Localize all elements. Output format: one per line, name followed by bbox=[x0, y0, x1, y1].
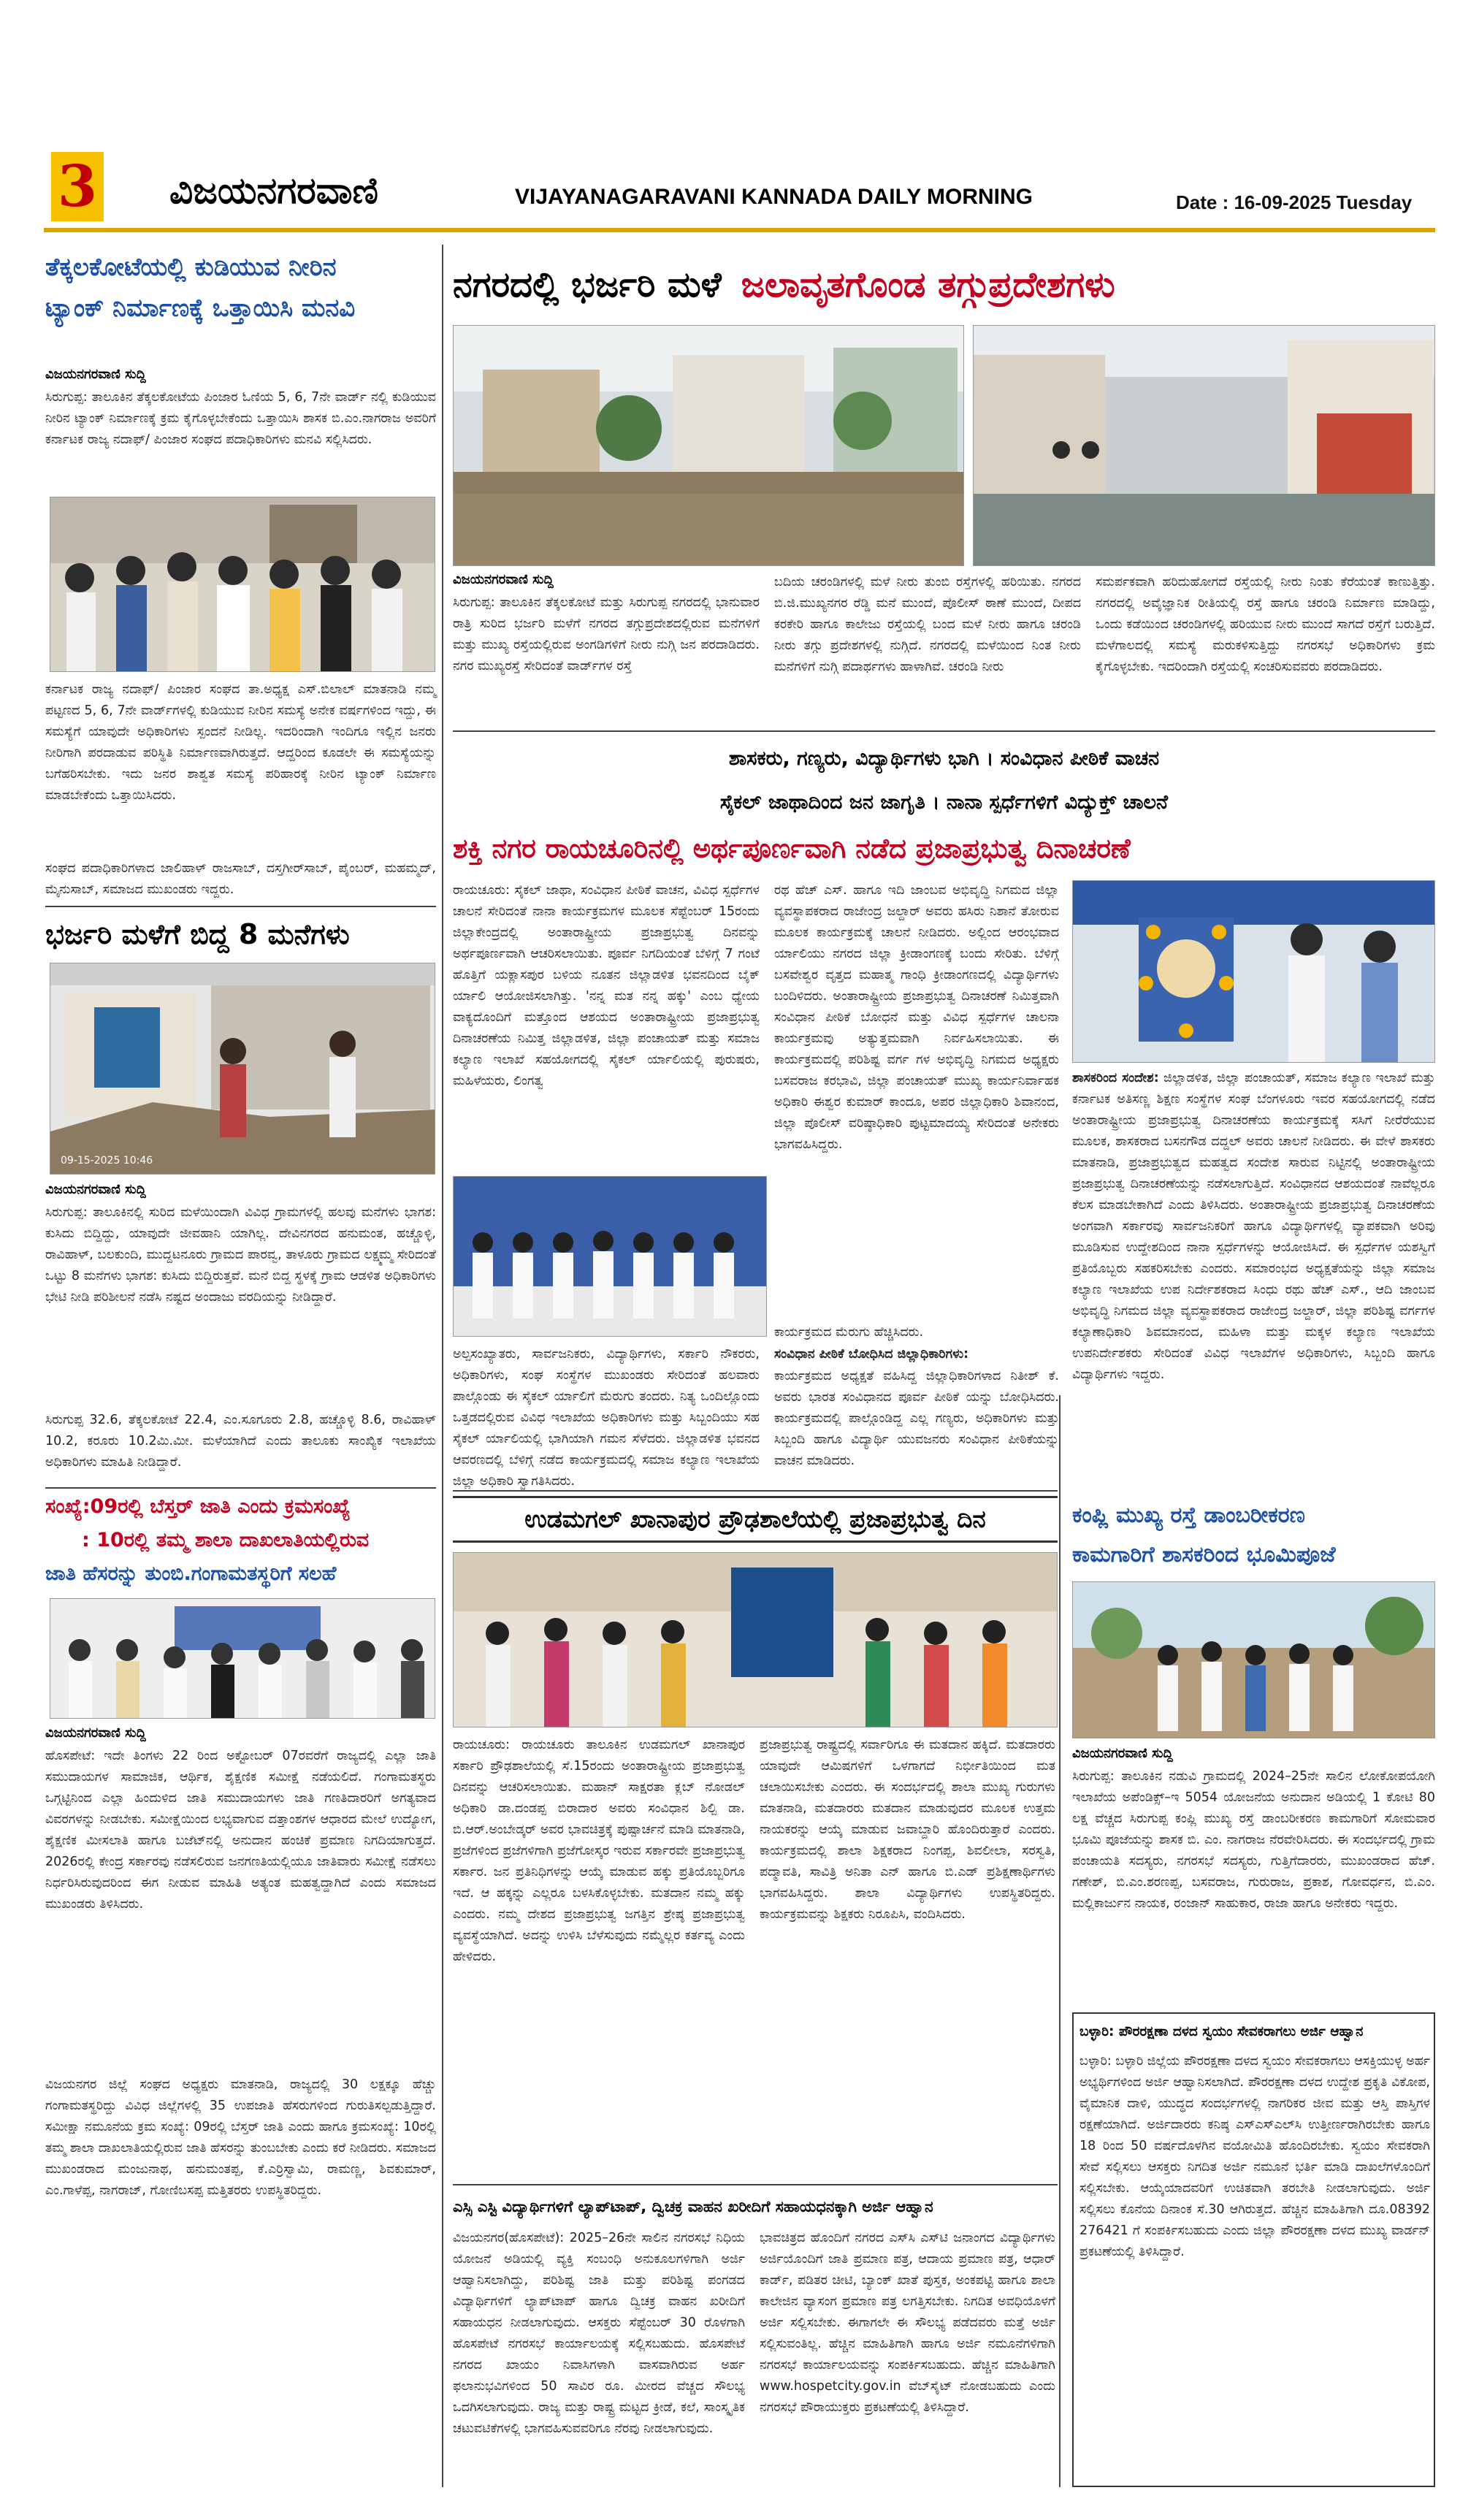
school-event-photo bbox=[454, 1553, 1058, 1727]
column-divider-left bbox=[442, 245, 443, 2487]
caste-byline: ವಿಜಯನಗರವಾಣಿ ಸುದ್ದಿ bbox=[45, 1725, 146, 1741]
scholarship-col1: ವಿಜಯನಗರ(ಹೊಸಪೇಟೆ): 2025–26ನೇ ಸಾಲಿನ ನಗರಸಭೆ ನಿಧಿಯ ಯೋಜನೆ ಅಡಿಯಲ್ಲಿ ವ್ಯಕ್ತಿ ಸಂಬಂಧಿ ಅನುಕೂಲಗಳಿಗಾಗಿ ಅರ್ಜಿ ಆಹ್ವಾನಿಸಲಾಗಿದ್ದು, ಪರಿಶಿಷ್ಟ ಜಾತಿ ಮತ್ತು ಪರಿಶಿಷ್ಟ ಪಂಗಡದ ವಿದ್ಯಾರ್ಥಿಗಳಿಗೆ ಲ್ಯಾಪ್‌ಟಾಪ್ ಹಾಗೂ ದ್ವಿಚಕ್ರ ವಾಹನ ಖರೀದಿಗೆ ಸಹಾಯಧನ ನೀಡಲಾಗುವುದು. ಆಸಕ್ತರು ಸೆಪ್ಟೆಂಬರ್ 30 ರೊಳಗಾಗಿ ಹೊಸಪೇಟೆ ನಗರಸಭೆ ಕಾರ್ಯಾಲಯಕ್ಕೆ ಸಲ್ಲಿಸಬಹುದು. ಹೊಸಪೇಟೆ ನಗರದ ಖಾಯಂ ನಿವಾಸಿಗಳಾಗಿ ವಾಸವಾಗಿರುವ ಅರ್ಹ ಫಲಾನುಭವಿಗಳಿಂದ 50 ಸಾವಿರ ರೂ. ಮೀರದ ವೆಚ್ಚದ ಸೌಲಭ್ಯ ಒದಗಿಸಲಾಗುವುದು. ರಾಜ್ಯ ಮತ್ತು ರಾಷ್ಟ್ರ ಮಟ್ಟದ ಕ್ರೀಡೆ, ಕಲೆ, ಸಾಂಸ್ಕೃತಿಕ ಚಟುವಟಿಕೆಗಳಲ್ಲಿ ಭಾಗವಹಿಸುವವರಿಗೂ ನೆರವು ನೀಡಲಾಗುವುದು. bbox=[453, 2231, 745, 2436]
city-rain-byline: ವಿಜಯನಗರವಾಣಿ ಸುದ್ದಿ bbox=[453, 572, 554, 587]
road-body: ಸಿರುಗುಪ್ಪ: ತಾಲೂಕಿನ ನಡುವಿ ಗ್ರಾಮದಲ್ಲಿ 2024–25ನೇ ಸಾಲಿನ ಲೋಕೋಪಯೋಗಿ ಇಲಾಖೆಯ ಅಪೆಂಡಿಕ್ಸ್–ಇ 5054 ಯೋಜನೆಯ ಅನುದಾನ ಅಡಿಯಲ್ಲಿ 1 ಕೋಟಿ 80 ಲಕ್ಷ ವೆಚ್ಚದ ಸಿರುಗುಪ್ಪ ಕಂಪ್ಲಿ ಮುಖ್ಯ ರಸ್ತೆ ಡಾಂಬರೀಕರಣ ಕಾಮಗಾರಿಗೆ ಸೋಮವಾರ ಭೂಮಿ ಪೂಜೆಯನ್ನು ಶಾಸಕ ಬಿ. ಎಂ. ನಾಗರಾಜ ನೆರವೇರಿಸಿದರು. ಈ ಸಂದರ್ಭದಲ್ಲಿ ಗ್ರಾಮ ಪಂಚಾಯತಿ ಸದಸ್ಯರು, ನಗರಸಭೆ ಸದಸ್ಯರು, ಗುತ್ತಿಗೆದಾರರು, ಮುಖಂಡರಾದ ಹೆಚ್. ಗಣೇಶ್, ಬಿ.ಎಂ.ಶರಣಪ್ಪ, ಬಸವರಾಜ, ಗುರುರಾಜ, ಪ್ರಕಾಶ, ಗೋವರ್ಧನ, ಬಿ.ಎಂ. ಮಲ್ಲಿಕಾರ್ಜುನ ನಾಯಕ, ರಂಜಾನ್ ಸಾಹುಕಾರ, ರಾಜಾ ಹಾಗೂ ಅನೇಕರು ಇದ್ದರು. bbox=[1072, 1769, 1435, 1911]
houses-photo-stamp: 09-15-2025 10:46 bbox=[61, 1155, 153, 1167]
democracy-col2-subhead: ಸಂವಿಧಾನ ಪೀಠಿಕೆ ಬೋಧಿಸಿದ ಜಿಲ್ಲಾಧಿಕಾರಿಗಳು: bbox=[774, 1347, 969, 1362]
divider bbox=[453, 730, 1435, 732]
scholarship-col2: ಭಾವಚಿತ್ರದ ಹೊಂದಿಗೆ ನಗರದ ಎಸ್‌ಸಿ ಎಸ್‌ಟಿ ಜನಾಂಗದ ವಿದ್ಯಾರ್ಥಿಗಳು ಅರ್ಜಿಯೊಂದಿಗೆ ಜಾತಿ ಪ್ರಮಾಣ ಪತ್ರ, ಆದಾಯ ಪ್ರಮಾಣ ಪತ್ರ, ಆಧಾರ್ ಕಾರ್ಡ್, ಪಡಿತರ ಚೀಟಿ, ಬ್ಯಾಂಕ್ ಖಾತೆ ಪುಸ್ತಕ, ಅಂಕಪಟ್ಟಿ ಹಾಗೂ ಶಾಲಾ ಕಾಲೇಜಿನ ವ್ಯಾಸಂಗ ಪ್ರಮಾಣ ಪತ್ರ ಲಗತ್ತಿಸಬೇಕು. ನಿಗದಿತ ಅವಧಿಯೊಳಗೆ ಅರ್ಜಿ ಸಲ್ಲಿಸಬೇಕು. ಈಗಾಗಲೇ ಈ ಸೌಲಭ್ಯ ಪಡೆದವರು ಮತ್ತೆ ಅರ್ಜಿ ಸಲ್ಲಿಸುವಂತಿಲ್ಲ. ಹೆಚ್ಚಿನ ಮಾಹಿತಿಗಾಗಿ ಹಾಗೂ ಅರ್ಜಿ ನಮೂನೆಗಳಿಗಾಗಿ ನಗರಸಭೆ ಕಾರ್ಯಾಲಯವನ್ನು ಸಂಪರ್ಕಿಸಬಹುದು. ಹೆಚ್ಚಿನ ಮಾಹಿತಿಗಾಗಿ www.hospetcity.gov.in ವೆಬ್‌ಸೈಟ್ ನೋಡಬಹುದು ಎಂದು ನಗರಸಭೆ ಪೌರಾಯುಕ್ತರು ಪ್ರಕಟಣೆಯಲ್ಲಿ ತಿಳಿಸಿದ್ದಾರೆ. bbox=[760, 2231, 1055, 2415]
democracy-banner-line-2: ಸೈಕಲ್ ಜಾಥಾದಿಂದ ಜನ ಜಾಗೃತಿ । ನಾನಾ ಸ್ಪರ್ಧೆಗಳಿಗೆ ವಿದ್ಯುಕ್ತ್ ಚಾಲನೆ bbox=[719, 791, 1169, 814]
tank-body: ಕರ್ನಾಟಕ ರಾಜ್ಯ ನದಾಫ್/ ಪಿಂಜಾರ ಸಂಘದ ತಾ.ಅಧ್ಯಕ್ಷ ಎಸ್.ಬಿಲಾಲ್ ಮಾತನಾಡಿ ನಮ್ಮ ಪಟ್ಟಣದ 5, 6, 7ನೇ ವಾರ್ಡ್‌ಗಳಲ್ಲಿ ಕುಡಿಯುವ ನೀರಿನ ಸಮಸ್ಯೆ ಅನೇಕ ವರ್ಷಗಳಿಂದ ಇದ್ದು, ಈ ಸಮಸ್ಯೆಗೆ ಯಾವುದೇ ಅಧಿಕಾರಿಗಳು ಸ್ಪಂದನೆ ನೀಡಿಲ್ಲ. ಇದರಿಂದಾಗಿ ಇಂದಿಗೂ ಇಲ್ಲಿನ ಜನರು ನೀರಿಗಾಗಿ ಪರದಾಡುವ ಪರಿಸ್ಥಿತಿ ನಿರ್ಮಾಣವಾಗಿರುತ್ತದೆ. ಆದ್ದರಿಂದ ಕೂಡಲೇ ಈ ಸಮಸ್ಯೆಯನ್ನು ಬಗೆಹರಿಸಬೇಕು. ಇದು ಜನರ ಶಾಶ್ವತ ಸಮಸ್ಯೆ ಪರಿಹಾರಕ್ಕೆ ನೀರಿನ ಟ್ಯಾಂಕ್ ನಿರ್ಮಾಣ ಮಾಡಬೇಕೆಂದು ಒತ್ತಾಯಿಸಿದರು. bbox=[45, 682, 436, 803]
masthead-rule bbox=[44, 228, 1435, 232]
masthead-subtitle: VIJAYANAGARAVANI KANNADA DAILY MORNING bbox=[515, 185, 1033, 209]
tank-headline-line-1: ತೆಕ್ಕಲಕೋಟೆಯಲ್ಲಿ ಕುಡಿಯುವ ನೀರಿನ bbox=[45, 253, 337, 282]
road-photo bbox=[1072, 1581, 1435, 1738]
city-rain-headline bbox=[453, 248, 1435, 321]
democracy-col3-text: ಜಿಲ್ಲಾಡಳಿತ, ಜಿಲ್ಲಾ ಪಂಚಾಯತ್, ಸಮಾಜ ಕಲ್ಯಾಣ ಇಲಾಖೆ ಮತ್ತು ಕರ್ನಾಟಕ ಅತಿಸಣ್ಣ ಶಿಕ್ಷಣ ಸಂಸ್ಥೆಗಳ ಸಂಘ ಬೆಂಗಳೂರು ಇವರ ಸಹಯೋಗದಲ್ಲಿ ನಡೆದ ಅಂತಾರಾಷ್ಟ್ರೀಯ ಪ್ರಜಾಪ್ರಭುತ್ವ ದಿನಾಚರಣೆಯ ಕಾರ್ಯಕ್ರಮಕ್ಕೆ ಸಸಿಗೆ ನೀರೆರೆಯುವ ಮೂಲಕ, ಶಾಸಕರಾದ ಬಸನಗೌಡ ದದ್ದಲ್ ಅವರು ಚಾಲನೆ ನೀಡಿದರು. ಈ ವೇಳೆ ಶಾಸಕರು ಮಾತನಾಡಿ, ಪ್ರಜಾಪ್ರಭುತ್ವದ ಮಹತ್ವದ ಸಂದೇಶ ಸಾರುವ ನಿಟ್ಟಿನಲ್ಲಿ ಅಂತಾರಾಷ್ಟ್ರೀಯ ಪ್ರಜಾಪ್ರಭುತ್ವ ದಿನಾಚರಣೆಯನ್ನು ನಡೆಸಲಾಗುತ್ತಿದೆ. ಸಂವಿಧಾನದ ಆಶಯದಂತೆ ನಾವೆಲ್ಲರೂ ಕೆಲಸ ಮಾಡಬೇಕಾಗಿದೆ ಎಂದು ತಿಳಿಸಿದರು. ಅಂತಾರಾಷ್ಟ್ರೀಯ ಪ್ರಜಾಪ್ರಭುತ್ವ ದಿನಾಚರಣೆಯ ಅಂಗವಾಗಿ ಸರ್ಕಾರವು ಸಾರ್ವಜನಿಕರಿಗೆ ಹಾಗೂ ವಿದ್ಯಾರ್ಥಿಗಳಲ್ಲಿ ವ್ಯಾಪಕವಾಗಿ ಅರಿವು ಮೂಡಿಸುವ ಉದ್ದೇಶದಿಂದ ನಾನಾ ಸ್ಪರ್ಧೆಗಳನ್ನು ಆಯೋಜಿಸಿದೆ. ಈ ಸ್ಪರ್ಧೆಗಳ ಯಶಸ್ವಿಗೆ ಪ್ರತಿಯೊಬ್ಬರು ಸಹಕರಿಸಬೇಕು ಎಂದರು. ಸಮಾರಂಭದ ಅಧ್ಯಕ್ಷತೆಯನ್ನು ಜಿಲ್ಲಾ ಸಮಾಜ ಕಲ್ಯಾಣ ಇಲಾಖೆಯ ಉಪ ನಿರ್ದೇಶಕರಾದ ಸಿಂಧು ರಥು ಹೆಚ್ ಎಸ್., ಆದಿ ಜಾಂಬವ ಅಭಿವೃದ್ಧಿ ನಿಗಮದ ಜಿಲ್ಲಾ ವ್ಯವಸ್ಥಾಪಕರಾದ ರಾಜೇಂದ್ರ ಜಲ್ದಾರ್, ಜಿಲ್ಲಾ ಪರಿಶಿಷ್ಟ ವರ್ಗಗಳ ಕಲ್ಯಾಣಾಧಿಕಾರಿ ಶಿವಮಾನಂದ, ಮಹಿಳಾ ಮತ್ತು ಮಕ್ಕಳ ಕಲ್ಯಾಣ ಇಲಾಖೆಯ ಉಪನಿರ್ದೇಶಕರು ಸೇರಿದಂತೆ ವಿವಿಧ ಇಲಾಖೆಗಳ ಅಧಿಕಾರಿಗಳು, ಸಿಬ್ಬಂದಿ ಹಾಗೂ ವಿದ್ಯಾರ್ಥಿಗಳು ಇದ್ದರು. bbox=[1072, 1071, 1435, 1382]
city-rain-col2: ಬದಿಯ ಚರಂಡಿಗಳಲ್ಲಿ ಮಳೆ ನೀರು ತುಂಬಿ ರಸ್ತೆಗಳಲ್ಲಿ ಹರಿಯಿತು. ನಗರದ ಬಿ.ಜಿ.ಮುಖ್ಯನಗರ ರೆಡ್ಡಿ ಮನೆ ಮುಂದೆ, ಪೊಲೀಸ್ ಠಾಣೆ ಮುಂದೆ, ದೀಪದ ಕರಕೇರಿ ಹಾಗೂ ಕಾಲೇಜು ರಸ್ತೆಯಲ್ಲಿ ಬಂದ ಮಳೆ ನೀರು ಹಾಗೂ ಚರಂಡಿ ನೀರು ತಗ್ಗು ಪ್ರದೇಶಗಳಲ್ಲಿ ನುಗ್ಗಿದೆ. ನಗರದಲ್ಲಿ ಮಳೆಯಿಂದ ನಿಂತ ನೀರು ಮನೆಗಳಿಗೆ ನುಗ್ಗಿ ಪದಾರ್ಥಗಳು ಹಾಳಾಗಿವೆ. ಚರಂಡಿ ನೀರು bbox=[774, 575, 1081, 674]
democracy-headline: ಶಕ್ತಿ ನಗರ ರಾಯಚೂರಿನಲ್ಲಿ ಅರ್ಥಪೂರ್ಣವಾಗಿ ನಡೆದ ಪ್ರಜಾಪ್ರಭುತ್ವ ದಿನಾಚರಣೆ bbox=[453, 833, 1131, 864]
masthead-title: ವಿಜಯನಗರವಾಣಿ bbox=[169, 169, 378, 212]
houses-photo-image bbox=[50, 963, 435, 1175]
democracy-col1: ರಾಯಚೂರು: ಸೈಕಲ್ ಜಾಥಾ, ಸಂವಿಧಾನ ಪೀಠಿಕೆ ವಾಚನ, ವಿವಿಧ ಸ್ಪರ್ಧೆಗಳ ಚಾಲನೆ ಸೇರಿದಂತೆ ನಾನಾ ಕಾರ್ಯಕ್ರಮಗಳ ಮೂಲಕ ಸೆಪ್ಟೆಂಬರ್ 15ರಂದು ಜಿಲ್ಲಾಕೇಂದ್ರದಲ್ಲಿ ಅಂತಾರಾಷ್ಟ್ರೀಯ ಪ್ರಜಾಪ್ರಭುತ್ವ ದಿನವನ್ನು ಅರ್ಥಪೂರ್ಣವಾಗಿ ಆಚರಿಸಲಾಯಿತು. ಪೂರ್ವ ನಿಗದಿಯಂತೆ ಬೆಳಿಗ್ಗೆ 7 ಗಂಟೆ ಹೊತ್ತಿಗೆ ಯಕ್ಲಾಸಪುರ ಬಳಿಯ ನೂತನ ಜಿಲ್ಲಾಡಳಿತ ಭವನದಿಂದ ಬೈಕ್ ರ್ಯಾಲಿ ಆಯೋಜಿಸಲಾಗಿತ್ತು. 'ನನ್ನ ಮತ ನನ್ನ ಹಕ್ಕು' ಎಂಬ ಧ್ಯೇಯ ವಾಕ್ಯದೊಂದಿಗೆ ಮತ್ತೊಂದ ಆಶಯದ ಅಂತಾರಾಷ್ಟ್ರೀಯ ಪ್ರಜಾಪ್ರಭುತ್ವ ದಿನಾಚರಣೆಯ ನಿಮಿತ್ತ ಜಿಲ್ಲಾಡಳಿತ, ಜಿಲ್ಲಾ ಪಂಚಾಯತ್ ಮತ್ತು ಸಮಾಜ ಕಲ್ಯಾಣ ಇಲಾಖೆ ಸಹಯೋಗದಲ್ಲಿ ಸೈಕಲ್ ರ್ಯಾಲಿಯಲ್ಲಿ ಪುರುಷರು, ಮಹಿಳೆಯರು, ಲಿಂಗತ್ವ bbox=[453, 883, 760, 1088]
flood-street-photo bbox=[454, 326, 964, 566]
caste-headline bbox=[45, 1490, 440, 1591]
city-rain-headline-red: ಜಲಾವೃತಗೊಂಡ ತಗ್ಗುಪ್ರದೇಶಗಳು bbox=[741, 264, 1115, 305]
school-col1: ರಾಯಚೂರು: ರಾಯಚೂರು ತಾಲೂಕಿನ ಉಡಮಗಲ್ ಖಾನಾಪುರ ಸರ್ಕಾರಿ ಪ್ರೌಢಶಾಲೆಯಲ್ಲಿ ಸೆ.15ರಂದು ಅಂತಾರಾಷ್ಟ್ರೀಯ ಪ್ರಜಾಪ್ರಭುತ್ವ ದಿನವನ್ನು ಆಚರಿಸಲಾಯಿತು. ಮಹಾನ್ ಸಾಕ್ಷರತಾ ಕ್ಲಬ್ ನೋಡಲ್ ಅಧಿಕಾರಿ ಡಾ.ದಂಡಪ್ಪ ಬಿರಾದಾರ ಅವರು ಸಂವಿಧಾನ ಶಿಲ್ಪಿ ಡಾ. ಬಿ.ಆರ್.ಅಂಬೇಡ್ಕರ್ ಅವರ ಭಾವಚಿತ್ರಕ್ಕೆ ಪುಷ್ಪಾರ್ಚನೆ ಮಾಡಿ ಮಾತನಾಡಿ, ಪ್ರಜೆಗಳಿಂದ ಪ್ರಜೆಗಳಿಗಾಗಿ ಪ್ರಜೆಗೋಸ್ಕರ ಇರುವ ಸರ್ಕಾರವೇ ಪ್ರಜಾಪ್ರಭುತ್ವ ಸರ್ಕಾರ. ಜನ ಪ್ರತಿನಿಧಿಗಳನ್ನು ಆಯ್ಕೆ ಮಾಡುವ ಹಕ್ಕು ಪ್ರತಿಯೊಬ್ಬರಿಗೂ ಇದೆ. ಆ ಹಕ್ಕನ್ನು ಎಲ್ಲರೂ ಬಳಸಿಕೊಳ್ಳಬೇಕು. ಮತದಾನ ನಮ್ಮ ಹಕ್ಕು ಎಂದರು. ನಮ್ಮ ದೇಶದ ಪ್ರಜಾಪ್ರಭುತ್ವ ಜಗತ್ತಿನ ಶ್ರೇಷ್ಠ ಪ್ರಜಾಪ್ರಭುತ್ವ ವ್ಯವಸ್ಥೆಯಾಗಿದೆ. ಅದನ್ನು ಉಳಿಸಿ ಬೆಳೆಸುವುದು ನಮ್ಮೆಲ್ಲರ ಕರ್ತವ್ಯ ಎಂದು ಹೇಳಿದರು. bbox=[453, 1738, 745, 1964]
tank-photo-image bbox=[50, 497, 435, 672]
houses-body: ಸಿರುಗುಪ್ಪ: ತಾಲೂಕಿನಲ್ಲಿ ಸುರಿದ ಮಳೆಯಿಂದಾಗಿ ವಿವಿಧ ಗ್ರಾಮಗಳಲ್ಲಿ ಹಲವು ಮನೆಗಳು ಭಾಗಶ: ಕುಸಿದು ಬಿದ್ದಿದ್ದು, ಯಾವುದೇ ಜೀವಹಾನಿ ಯಾಗಿಲ್ಲ. ದೇವಿನಗರದ ಹನುಮಂತ, ಹಚ್ಚೊಳ್ಳಿ, ರಾವಿಹಾಳ್, ಬಲಕುಂದಿ, ಮುದ್ದಟನೂರು ಗ್ರಾಮದ ಪಾರವ್ವ, ತಾಳೂರು ಗ್ರಾಮದ ಲಕ್ಷ್ಮಮ್ಮ ಸೇರಿದಂತೆ ಒಟ್ಟು 8 ಮನೆಗಳು ಭಾಗಶ: ಕುಸಿದು ಬಿದ್ದಿರುತ್ತವೆ. ಮನೆ ಬಿದ್ದ ಸ್ಥಳಕ್ಕೆ ಗ್ರಾಮ ಆಡಳಿತ ಅಧಿಕಾರಿಗಳು ಭೇಟಿ ನೀಡಿ ಪರಿಶೀಲನೆ ನಡೆಸಿ ನಷ್ಟದ ಅಂದಾಜು ವರದಿಯನ್ನು ನೀಡಿದ್ದಾರೆ. bbox=[45, 1205, 436, 1305]
road-groundbreaking-photo bbox=[1073, 1582, 1435, 1738]
democracy-col2-b: ಕಾರ್ಯಕ್ರಮದ ಮೆರುಗು ಹೆಚ್ಚಿಸಿದರು. bbox=[774, 1325, 924, 1340]
democracy-banner-line-1: ಶಾಸಕರು, ಗಣ್ಯರು, ವಿದ್ಯಾರ್ಥಿಗಳು ಭಾಗಿ । ಸಂವಿಧಾನ ಪೀಠಿಕೆ ವಾಚನ bbox=[728, 747, 1160, 770]
city-rain-photo-left bbox=[453, 325, 964, 566]
masthead-date: Date : 16-09-2025 Tuesday bbox=[1176, 191, 1413, 213]
tank-photo bbox=[50, 497, 435, 672]
school-headline: ಉಡಮಗಲ್ ಖಾನಾಪುರ ಪ್ರೌಢಶಾಲೆಯಲ್ಲಿ ಪ್ರಜಾಪ್ರಭುತ್ವ ದಿನ bbox=[524, 1505, 986, 1533]
tank-headline bbox=[45, 247, 440, 329]
caste-headline-line-3: ಜಾತಿ ಹೆಸರನ್ನು ತುಂಬಿ.ಗಂಗಾಮತಸ್ಥರಿಗೆ ಸಲಹೆ bbox=[45, 1562, 337, 1585]
houses-byline: ವಿಜಯನಗರವಾಣಿ ಸುದ್ದಿ bbox=[45, 1182, 146, 1197]
page-number: 3 bbox=[51, 152, 104, 221]
caste-photo bbox=[50, 1598, 435, 1719]
democracy-photo-flowers bbox=[1072, 880, 1435, 1063]
city-rain-photo-right bbox=[973, 325, 1435, 566]
tank-closing: ಸಂಘದ ಪದಾಧಿಕಾರಿಗಳಾದ ಜಾಲಿಹಾಳ್ ರಾಜಸಾಬ್, ದಸ್ತಗೀರ್‌ಸಾಬ್, ಪೈಂಬರ್, ಮಹಮ್ಮದ್, ಮೈನುಸಾಬ್, ಸಮಾಜದ ಮುಖಂಡರು ಇದ್ದರು. bbox=[45, 861, 436, 897]
divider bbox=[45, 906, 436, 907]
caste-body: ಹೊಸಪೇಟೆ: ಇದೇ ತಿಂಗಳು 22 ರಿಂದ ಅಕ್ಟೋಬರ್ 07ರವರೆಗೆ ರಾಜ್ಯದಲ್ಲಿ ಎಲ್ಲಾ ಜಾತಿ ಸಮುದಾಯಗಳ ಸಾಮಾಜಿಕ, ಆರ್ಥಿಕ, ಶೈಕ್ಷಣಿಕ ಸಮೀಕ್ಷೆ ನಡೆಯಲಿದೆ. ಗಂಗಾಮತಸ್ಥರು ಒಗ್ಗಟ್ಟಿನಿಂದ ಎಲ್ಲಾ ಹಿಂದುಳಿದ ಜಾತಿ ಸಮುದಾಯಗಳು ಜಾತಿ ಗಣತಿದಾರರಿಗೆ ಅಗತ್ಯವಾದ ವಿವರಗಳನ್ನು ನೀಡಬೇಕು. ಸಮೀಕ್ಷೆಯಿಂದ ಲಭ್ಯವಾಗುವ ದತ್ತಾಂಶಗಳ ಆಧಾರದ ಮೇಲೆ ಉದ್ಯೋಗ, ಶೈಕ್ಷಣಿಕ ಮೀಸಲಾತಿ ಹಾಗೂ ಬಜೆಟ್‌ನಲ್ಲಿ ಅನುದಾನ ಹಂಚಿಕೆ ಪ್ರಮಾಣ ನಿಗದಿಯಾಗುತ್ತದೆ. 2026ರಲ್ಲಿ ಕೇಂದ್ರ ಸರ್ಕಾರವು ನಡೆಸಲಿರುವ ಜನಗಣತಿಯಲ್ಲಿಯೂ ಜಾತಿವಾರು ಸಮೀಕ್ಷೆ ನಡೆಸಲು ನಿರ್ಧರಿಸಿರುವುದರಿಂದ ಈಗ ನೀಡುವ ಮಾಹಿತಿ ಅತ್ಯಂತ ಮಹತ್ವದ್ದಾಗಿದೆ ಎಂದು ಸಮಾಜದ ಮುಖಂಡರು ತಿಳಿಸಿದರು. bbox=[45, 1749, 436, 1912]
caste-photo-image bbox=[50, 1599, 435, 1719]
democracy-col2-c: ಕಾರ್ಯಕ್ರಮದ ಅಧ್ಯಕ್ಷತೆ ವಹಿಸಿದ್ದ ಜಿಲ್ಲಾಧಿಕಾರಿಗಳಾದ ನಿತೀಶ್ ಕೆ. ಅವರು ಭಾರತ ಸಂವಿಧಾನದ ಪೂರ್ವ ಪೀಠಿಕೆ ಯನ್ನು ಬೋಧಿಸಿದರು. ಕಾರ್ಯಕ್ರಮದಲ್ಲಿ ಪಾಲ್ಗೊಂಡಿದ್ದ ಎಲ್ಲ ಗಣ್ಯರು, ಅಧಿಕಾರಿಗಳು ಮತ್ತು ಸಿಬ್ಬಂದಿ ಹಾಗೂ ವಿದ್ಯಾರ್ಥಿ ಯುವಜನರು ಸಂವಿಧಾನ ಪೀಠಿಕೆಯನ್ನು ವಾಚನ ಮಾಡಿದರು. bbox=[774, 1369, 1059, 1468]
road-headline bbox=[1072, 1496, 1435, 1575]
democracy-col3 bbox=[1072, 1068, 1435, 1386]
divider bbox=[453, 2184, 1058, 2185]
flooded-lane-photo bbox=[974, 326, 1435, 566]
democracy-col2: ರಥ ಹೆಚ್ ಎಸ್. ಹಾಗೂ ಇದಿ ಜಾಂಬವ ಅಭಿವೃದ್ಧಿ ನಿಗಮದ ಜಿಲ್ಲಾ ವ್ಯವಸ್ಥಾಪಕರಾದ ರಾಜೇಂದ್ರ ಜಲ್ದಾರ್ ಅವರು ಹಸಿರು ನಿಶಾನೆ ತೋರುವ ಮೂಲಕ ಕಾರ್ಯಕ್ರಮಕ್ಕೆ ಚಾಲನೆ ನೀಡಿದರು. ಅಲ್ಲಿಂದ ಆರಂಭವಾದ ರ್ಯಾಲಿಯು ನಗರದ ಜಿಲ್ಲಾ ಕ್ರೀಡಾಂಗಣಕ್ಕೆ ಬಂದು ಸೇರಿತು. ಬೆಳಿಗ್ಗೆ ಬಸವೇಶ್ವರ ವೃತ್ತದ ಮಹಾತ್ಮ ಗಾಂಧಿ ಕ್ರೀಡಾಂಗಣದಲ್ಲಿ ವಿದ್ಯಾರ್ಥಿಗಳು ಬಂದಿಳಿದರು. ಅಂತಾರಾಷ್ಟ್ರೀಯ ಪ್ರಜಾಪ್ರಭುತ್ವ ದಿನಾಚರಣೆ ನಿಮಿತ್ತವಾಗಿ ಸಂವಿಧಾನ ಪೀಠಿಕೆ ಬೋಧನೆ ಮತ್ತು ವಿವಿಧ ಸ್ಪರ್ಧೆಗಳ ಚಾಲನಾ ಕಾರ್ಯಕ್ರಮವು ಅತ್ಯುತ್ತಮವಾಗಿ ನಿರ್ವಹಿಸಲಾಯಿತು. ಈ ಕಾರ್ಯಕ್ರಮದಲ್ಲಿ ಪರಿಶಿಷ್ಟ ವರ್ಗ ಗಳ ಅಭಿವೃದ್ಧಿ ನಿಗಮದ ಅಧ್ಯಕ್ಷರು ಬಸವರಾಜ ಕರಭಾವಿ, ಜಿಲ್ಲಾ ಪಂಚಾಯತ್ ಮುಖ್ಯ ಕಾರ್ಯನಿರ್ವಾಹಕ ಅಧಿಕಾರಿ ಈಶ್ವರ ಕುಮಾರ್ ಕಾಂದೂ, ಅಪರ ಜಿಲ್ಲಾಧಿಕಾರಿ ಶಿವಾನಂದ, ಜಿಲ್ಲಾ ಪೊಲೀಸ್ ವರಿಷ್ಠಾಧಿಕಾರಿ ಪುಟ್ಟಮಾದಯ್ಯ ಸೇರಿದಂತೆ ಅನೇಕರು ಭಾಗವಹಿಸಿದ್ದರು. bbox=[774, 883, 1059, 1152]
school-photo bbox=[453, 1552, 1058, 1727]
houses-headline: ಭರ್ಜರಿ ಮಳೆಗೆ ಬಿದ್ದ 8 ಮನೆಗಳು bbox=[45, 918, 350, 950]
road-byline: ವಿಜಯನಗರವಾಣಿ ಸುದ್ದಿ bbox=[1072, 1746, 1173, 1761]
divider bbox=[453, 1490, 1058, 1492]
democracy-photo-caption: ಶಾಸಕರಿಂದ ಸಂದೇಶ: bbox=[1072, 1071, 1159, 1085]
houses-rainfall: ಸಿರುಗುಪ್ಪ 32.6, ತೆಕ್ಕಲಕೋಟೆ 22.4, ಎಂ.ಸೂಗೂರು 2.8, ಹಚ್ಚೊಳ್ಳಿ 8.6, ರಾವಿಹಾಳ್ 10.2, ಕರೂರು 10.2ಮಿ.ಮೀ. ಮಳೆಯಾಗಿದೆ ಎಂದು ತಾಲೂಕು ಸಾಂಖ್ಯಿಕ ಇಲಾಖೆಯ ಅಧಿಕಾರಿಗಳು ಮಾಹಿತಿ ನೀಡಿದ್ದಾರೆ. bbox=[45, 1413, 436, 1470]
scholarship-headline: ಎಸ್ಸಿ ಎಸ್ಟಿ ವಿದ್ಯಾರ್ಥಿಗಳಿಗೆ ಲ್ಯಾಪ್‌ಟಾಪ್, ದ್ವಿಚಕ್ರ ವಾಹನ ಖರೀದಿಗೆ ಸಹಾಯಧನಕ್ಕಾಗಿ ಅರ್ಜಿ ಆಹ್ವಾನ bbox=[453, 2198, 933, 2215]
democracy-col1-b: ಅಲ್ಪಸಂಖ್ಯಾತರು, ಸಾರ್ವಜನಿಕರು, ವಿದ್ಯಾರ್ಥಿಗಳು, ಸರ್ಕಾರಿ ನೌಕರರು, ಅಧಿಕಾರಿಗಳು, ಸಂಘ ಸಂಸ್ಥೆಗಳ ಮುಖಂಡರು ಸೇರಿದಂತೆ ಹಲವಾರು ಪಾಲ್ಗೊಂಡು ಈ ಸೈಕಲ್ ರ್ಯಾಲಿಗೆ ಮೆರುಗು ತಂದರು. ನಿತ್ಯ ಒಂದಿಲ್ಲೊಂದು ಒತ್ತಡದಲ್ಲಿರುವ ವಿವಿಧ ಇಲಾಖೆಯ ಅಧಿಕಾರಿಗಳು ಮತ್ತು ಸಿಬ್ಬಂದಿಯು ಸಹ ಸೈಕಲ್ ರ್ಯಾಲಿಯಲ್ಲಿ ಭಾಗಿಯಾಗಿ ಗಮನ ಸೆಳೆದರು. ಜಿಲ್ಲಾಡಳಿತ ಭವನದ ಆವರಣದಲ್ಲಿ ಬೆಳಿಗ್ಗೆ ನಡೆದ ಕಾರ್ಯಕ್ರಮದಲ್ಲಿ ಸಮಾಜ ಕಲ್ಯಾಣ ಇಲಾಖೆಯ ಜಿಲ್ಲಾ ಅಧಿಕಾರಿ ಸ್ವಾಗತಿಸಿದರು. bbox=[453, 1347, 760, 1489]
volunteer-headline: ಬಳ್ಳಾರಿ: ಪೌರರಕ್ಷಣಾ ದಳದ ಸ್ವಯಂ ಸೇವಕರಾಗಲು ಅರ್ಜಿ ಆಹ್ವಾನ bbox=[1079, 2024, 1364, 2039]
school-headline-frame bbox=[453, 1496, 1058, 1543]
democracy-photo-oath bbox=[453, 1176, 767, 1337]
tank-byline: ವಿಜಯನಗರವಾಣಿ ಸುದ್ದಿ bbox=[45, 367, 146, 382]
caste-body-2: ವಿಜಯನಗರ ಜಿಲ್ಲೆ ಸಂಘದ ಅಧ್ಯಕ್ಷರು ಮಾತನಾಡಿ, ರಾಜ್ಯದಲ್ಲಿ 30 ಲಕ್ಷಕ್ಕೂ ಹೆಚ್ಚು ಗಂಗಾಮತಸ್ಥರಿದ್ದು ವಿವಿಧ ಜಿಲ್ಲೆಗಳಲ್ಲಿ 35 ಉಪಜಾತಿ ಹೆಸರುಗಳಿಂದ ಗುರುತಿಸಲ್ಪಡುತ್ತಿದ್ದಾರೆ. ಸಮೀಕ್ಷಾ ನಮೂನೆಯ ಕ್ರಮ ಸಂಖ್ಯೆ: 09ರಲ್ಲಿ ಬೆಸ್ತರ್ ಜಾತಿ ಎಂದು ಹಾಗೂ ಕ್ರಮಸಂಖ್ಯೆ: 10ರಲ್ಲಿ ತಮ್ಮ ಶಾಲಾ ದಾಖಲಾತಿಯಲ್ಲಿರುವ ಜಾತಿ ಹೆಸರನ್ನು ತುಂಬಬೇಕು ಎಂದು ಕರೆ ನೀಡಿದರು. ಸಮಾಜದ ಮುಖಂಡರಾದ ಮಂಜುನಾಥ, ಹನುಮಂತಪ್ಪ, ಕೆ.ಎರ್ರಿಸ್ವಾಮಿ, ರಾಮಣ್ಣ, ಶಿವಕುಮಾರ್, ಎಂ.ಗಾಳೆಪ್ಪ, ನಾಗರಾಜ್, ಗೋಣಿಬಸಪ್ಪ ಮತ್ತಿತರರು ಉಪಸ್ಥಿತರಿದ್ದರು. bbox=[45, 2077, 436, 2198]
city-rain-col3: ಸಮರ್ಪಕವಾಗಿ ಹರಿದುಹೋಗದೆ ರಸ್ತೆಯಲ್ಲಿ ನೀರು ನಿಂತು ಕೆರೆಯಂತೆ ಕಾಣುತ್ತಿತ್ತು. ನಗರದಲ್ಲಿ ಅವೈಜ್ಞಾನಿಕ ರೀತಿಯಲ್ಲಿ ರಸ್ತೆ ಹಾಗೂ ಚರಂಡಿ ನಿರ್ಮಾಣ ಮಾಡಿದ್ದು, ಒಂದು ಕಡೆಯಿಂದ ಚರಂಡಿಗಳಲ್ಲಿ ಹರಿಯುವ ನೀರು ಮುಂದೆ ಸಾಗದೆ ರಸ್ತೆಗೆ ಬರುತ್ತಿದೆ. ಮಳೆಗಾಲದಲ್ಲಿ ಸಮಸ್ಯೆ ಮರುಕಳಿಸುತ್ತಿದ್ದು ನಗರಸಭೆ ಅಧಿಕಾರಿಗಳು ಕ್ರಮ ಕೈಗೊಳ್ಳಬೇಕು. ಇದರಿಂದಾಗಿ ರಸ್ತೆಯಲ್ಲಿ ಸಂಚರಿಸುವವರು ಪರದಾಡಿದರು. bbox=[1096, 575, 1435, 674]
volunteer-body: ಬಳ್ಳಾರಿ: ಬಳ್ಳಾರಿ ಜಿಲ್ಲೆಯ ಪೌರರಕ್ಷಣಾ ದಳದ ಸ್ವಯಂ ಸೇವಕರಾಗಲು ಆಸಕ್ತಿಯುಳ್ಳ ಅರ್ಹ ಅಭ್ಯರ್ಥಿಗಳಿಂದ ಅರ್ಜಿ ಆಹ್ವಾನಿಸಲಾಗಿದೆ. ಪೌರರಕ್ಷಣಾ ದಳದ ಉದ್ದೇಶ ಪ್ರಕೃತಿ ವಿಕೋಪ, ವೈಮಾನಿಕ ದಾಳಿ, ಯುದ್ಧದ ಸಂದರ್ಭಗಳಲ್ಲಿ ನಾಗರಿಕರ ಜೀವ ಮತ್ತು ಆಸ್ತಿ ಪಾಸ್ತಿಗಳ ರಕ್ಷಣೆಯಾಗಿದೆ. ಅರ್ಜಿದಾರರು ಕನಿಷ್ಠ ಎಸ್ಎಸ್ಎಲ್‌ಸಿ ಉತ್ತೀರ್ಣರಾಗಿರಬೇಕು ಹಾಗೂ 18 ರಿಂದ 50 ವರ್ಷದೊಳಗಿನ ವಯೋಮಿತಿ ಹೊಂದಿರಬೇಕು. ಸ್ವಯಂ ಸೇವಕರಾಗಿ ಸೇವೆ ಸಲ್ಲಿಸಲು ಆಸಕ್ತರು ನಿಗದಿತ ಅರ್ಜಿ ನಮೂನೆ ಭರ್ತಿ ಮಾಡಿ ದಾಖಲೆಗಳೊಂದಿಗೆ ಸಲ್ಲಿಸಬೇಕು. ಆಯ್ಕೆಯಾದವರಿಗೆ ಉಚಿತವಾಗಿ ತರಬೇತಿ ನೀಡಲಾಗುವುದು. ಅರ್ಜಿ ಸಲ್ಲಿಸಲು ಕೊನೆಯ ದಿನಾಂಕ ಸೆ.30 ಆಗಿರುತ್ತದೆ. ಹೆಚ್ಚಿನ ಮಾಹಿತಿಗಾಗಿ ದೂ.08392 276421 ಗೆ ಸಂಪರ್ಕಿಸಬಹುದು ಎಂದು ಜಿಲ್ಲಾ ಪೌರರಕ್ಷಣಾ ದಳದ ಮುಖ್ಯ ವಾರ್ಡನ್ ಪ್ರಕಟಣೆಯಲ್ಲಿ ತಿಳಿಸಿದ್ದಾರೆ. bbox=[1079, 2054, 1430, 2259]
school-col2: ಪ್ರಜಾಪ್ರಭುತ್ವ ರಾಷ್ಟ್ರದಲ್ಲಿ ಸರ್ವಾರಿಗೂ ಈ ಮತದಾನ ಹಕ್ಕಿದೆ. ಮತದಾರರು ಯಾವುದೇ ಆಮಿಷಗಳಿಗೆ ಒಳಗಾಗದೆ ನಿರ್ಭೀತಿಯಿಂದ ಮತ ಚಲಾಯಿಸಬೇಕು ಎಂದರು. ಈ ಸಂದರ್ಭದಲ್ಲಿ ಶಾಲಾ ಮುಖ್ಯ ಗುರುಗಳು ಮಾತನಾಡಿ, ಮತದಾರರು ಮತದಾನ ಮಾಡುವುದರ ಮೂಲಕ ಉತ್ತಮ ನಾಯಕರನ್ನು ಆಯ್ಕೆ ಮಾಡುವ ಜವಾಬ್ದಾರಿ ಹೊಂದಿರುತ್ತಾರೆ ಎಂದರು. ಕಾರ್ಯಕ್ರಮದಲ್ಲಿ ಶಾಲಾ ಶಿಕ್ಷಕರಾದ ನಿಂಗಪ್ಪ, ಶಿವಲೀಲಾ, ಸರಸ್ವತಿ, ಪದ್ಮಾವತಿ, ಸಾವಿತ್ರಿ ಅನಿತಾ ಎನ್ ಹಾಗೂ ಬಿ.ಎಡ್ ಪ್ರಶಿಕ್ಷಣಾರ್ಥಿಗಳು ಭಾಗವಹಿಸಿದ್ದರು. ಶಾಲಾ ವಿದ್ಯಾರ್ಥಿಗಳು ಉಪಸ್ಥಿತರಿದ್ದರು. ಕಾರ್ಯಕ್ರಮವನ್ನು ಶಿಕ್ಷಕರು ನಿರೂಪಿಸಿ, ವಂದಿಸಿದರು. bbox=[760, 1738, 1055, 1922]
city-rain-headline-black: ನಗರದಲ್ಲಿ ಭರ್ಜರಿ ಮಳೆ bbox=[453, 264, 722, 305]
caste-headline-line-2: : 10ರಲ್ಲಿ ತಮ್ಮ ಶಾಲಾ ದಾಖಲಾತಿಯಲ್ಲಿರುವ bbox=[82, 1529, 370, 1551]
preamble-oath-photo bbox=[454, 1177, 767, 1337]
tank-headline-line-2: ಟ್ಯಾಂಕ್ ನಿರ್ಮಾಣಕ್ಕೆ ಒತ್ತಾಯಿಸಿ ಮನವಿ bbox=[45, 294, 356, 323]
city-rain-col1: ಸಿರುಗುಪ್ಪ: ತಾಲೂಕಿನ ತೆಕ್ಕಲಕೋಟೆ ಮತ್ತು ಸಿರುಗುಪ್ಪ ನಗರದಲ್ಲಿ ಭಾನುವಾರ ರಾತ್ರಿ ಸುರಿದ ಭರ್ಜರಿ ಮಳೆಗೆ ನಗರದ ತಗ್ಗುಪ್ರದೇಶದಲ್ಲಿರುವ ಮನೆಗಳಿಗೆ ಮತ್ತು ಮುಖ್ಯ ರಸ್ತೆಯಲ್ಲಿರುವ ಅಂಗಡಿಗಳಿಗೆ ನೀರು ನುಗ್ಗಿ ಜನ ಪರದಾಡಿದರು. ನಗರ ಮುಖ್ಯರಸ್ತೆ ಸೇರಿದಂತೆ ವಾರ್ಡ್‌ಗಳ ರಸ್ತೆ bbox=[453, 595, 760, 673]
divider bbox=[45, 1487, 436, 1489]
column-divider-right bbox=[1059, 1395, 1060, 2487]
road-headline-line-1: ಕಂಪ್ಲಿ ಮುಖ್ಯ ರಸ್ತೆ ಡಾಂಬರೀಕರಣ bbox=[1072, 1503, 1305, 1528]
tank-lead: ಸಿರುಗುಪ್ಪ: ತಾಲೂಕಿನ ತೆಕ್ಕಲಕೋಟೆಯ ಪಿಂಜಾರ ಓಣಿಯ 5, 6, 7ನೇ ವಾರ್ಡ್ ನಲ್ಲಿ ಕುಡಿಯುವ ನೀರಿನ ಟ್ಯಾಂಕ್ ನಿರ್ಮಾಣಕ್ಕೆ ಕ್ರಮ ಕೈಗೊಳ್ಳಬೇಕೆಂದು ಒತ್ತಾಯಿಸಿ ಶಾಸಕ ಬಿ.ಎಂ.ನಾಗರಾಜ ಅವರಿಗೆ ಕರ್ನಾಟಕ ರಾಜ್ಯ ನದಾಫ್/ ಪಿಂಜಾರ ಸಂಘದ ಪದಾಧಿಕಾರಿಗಳು ಮನವಿ ಸಲ್ಲಿಸಿದರು. bbox=[45, 390, 436, 447]
caste-headline-line-1: ಸಂಖ್ಯೆ:09ರಲ್ಲಿ ಬೆಸ್ತರ್ ಜಾತಿ ಎಂದು ಕ್ರಮಸಂಖ್ಯೆ bbox=[45, 1495, 351, 1518]
garlanded-portrait-photo bbox=[1073, 881, 1435, 1063]
houses-photo bbox=[50, 963, 435, 1175]
road-headline-line-2: ಕಾಮಗಾರಿಗೆ ಶಾಸಕರಿಂದ ಭೂಮಿಪೂಜೆ bbox=[1072, 1542, 1336, 1568]
